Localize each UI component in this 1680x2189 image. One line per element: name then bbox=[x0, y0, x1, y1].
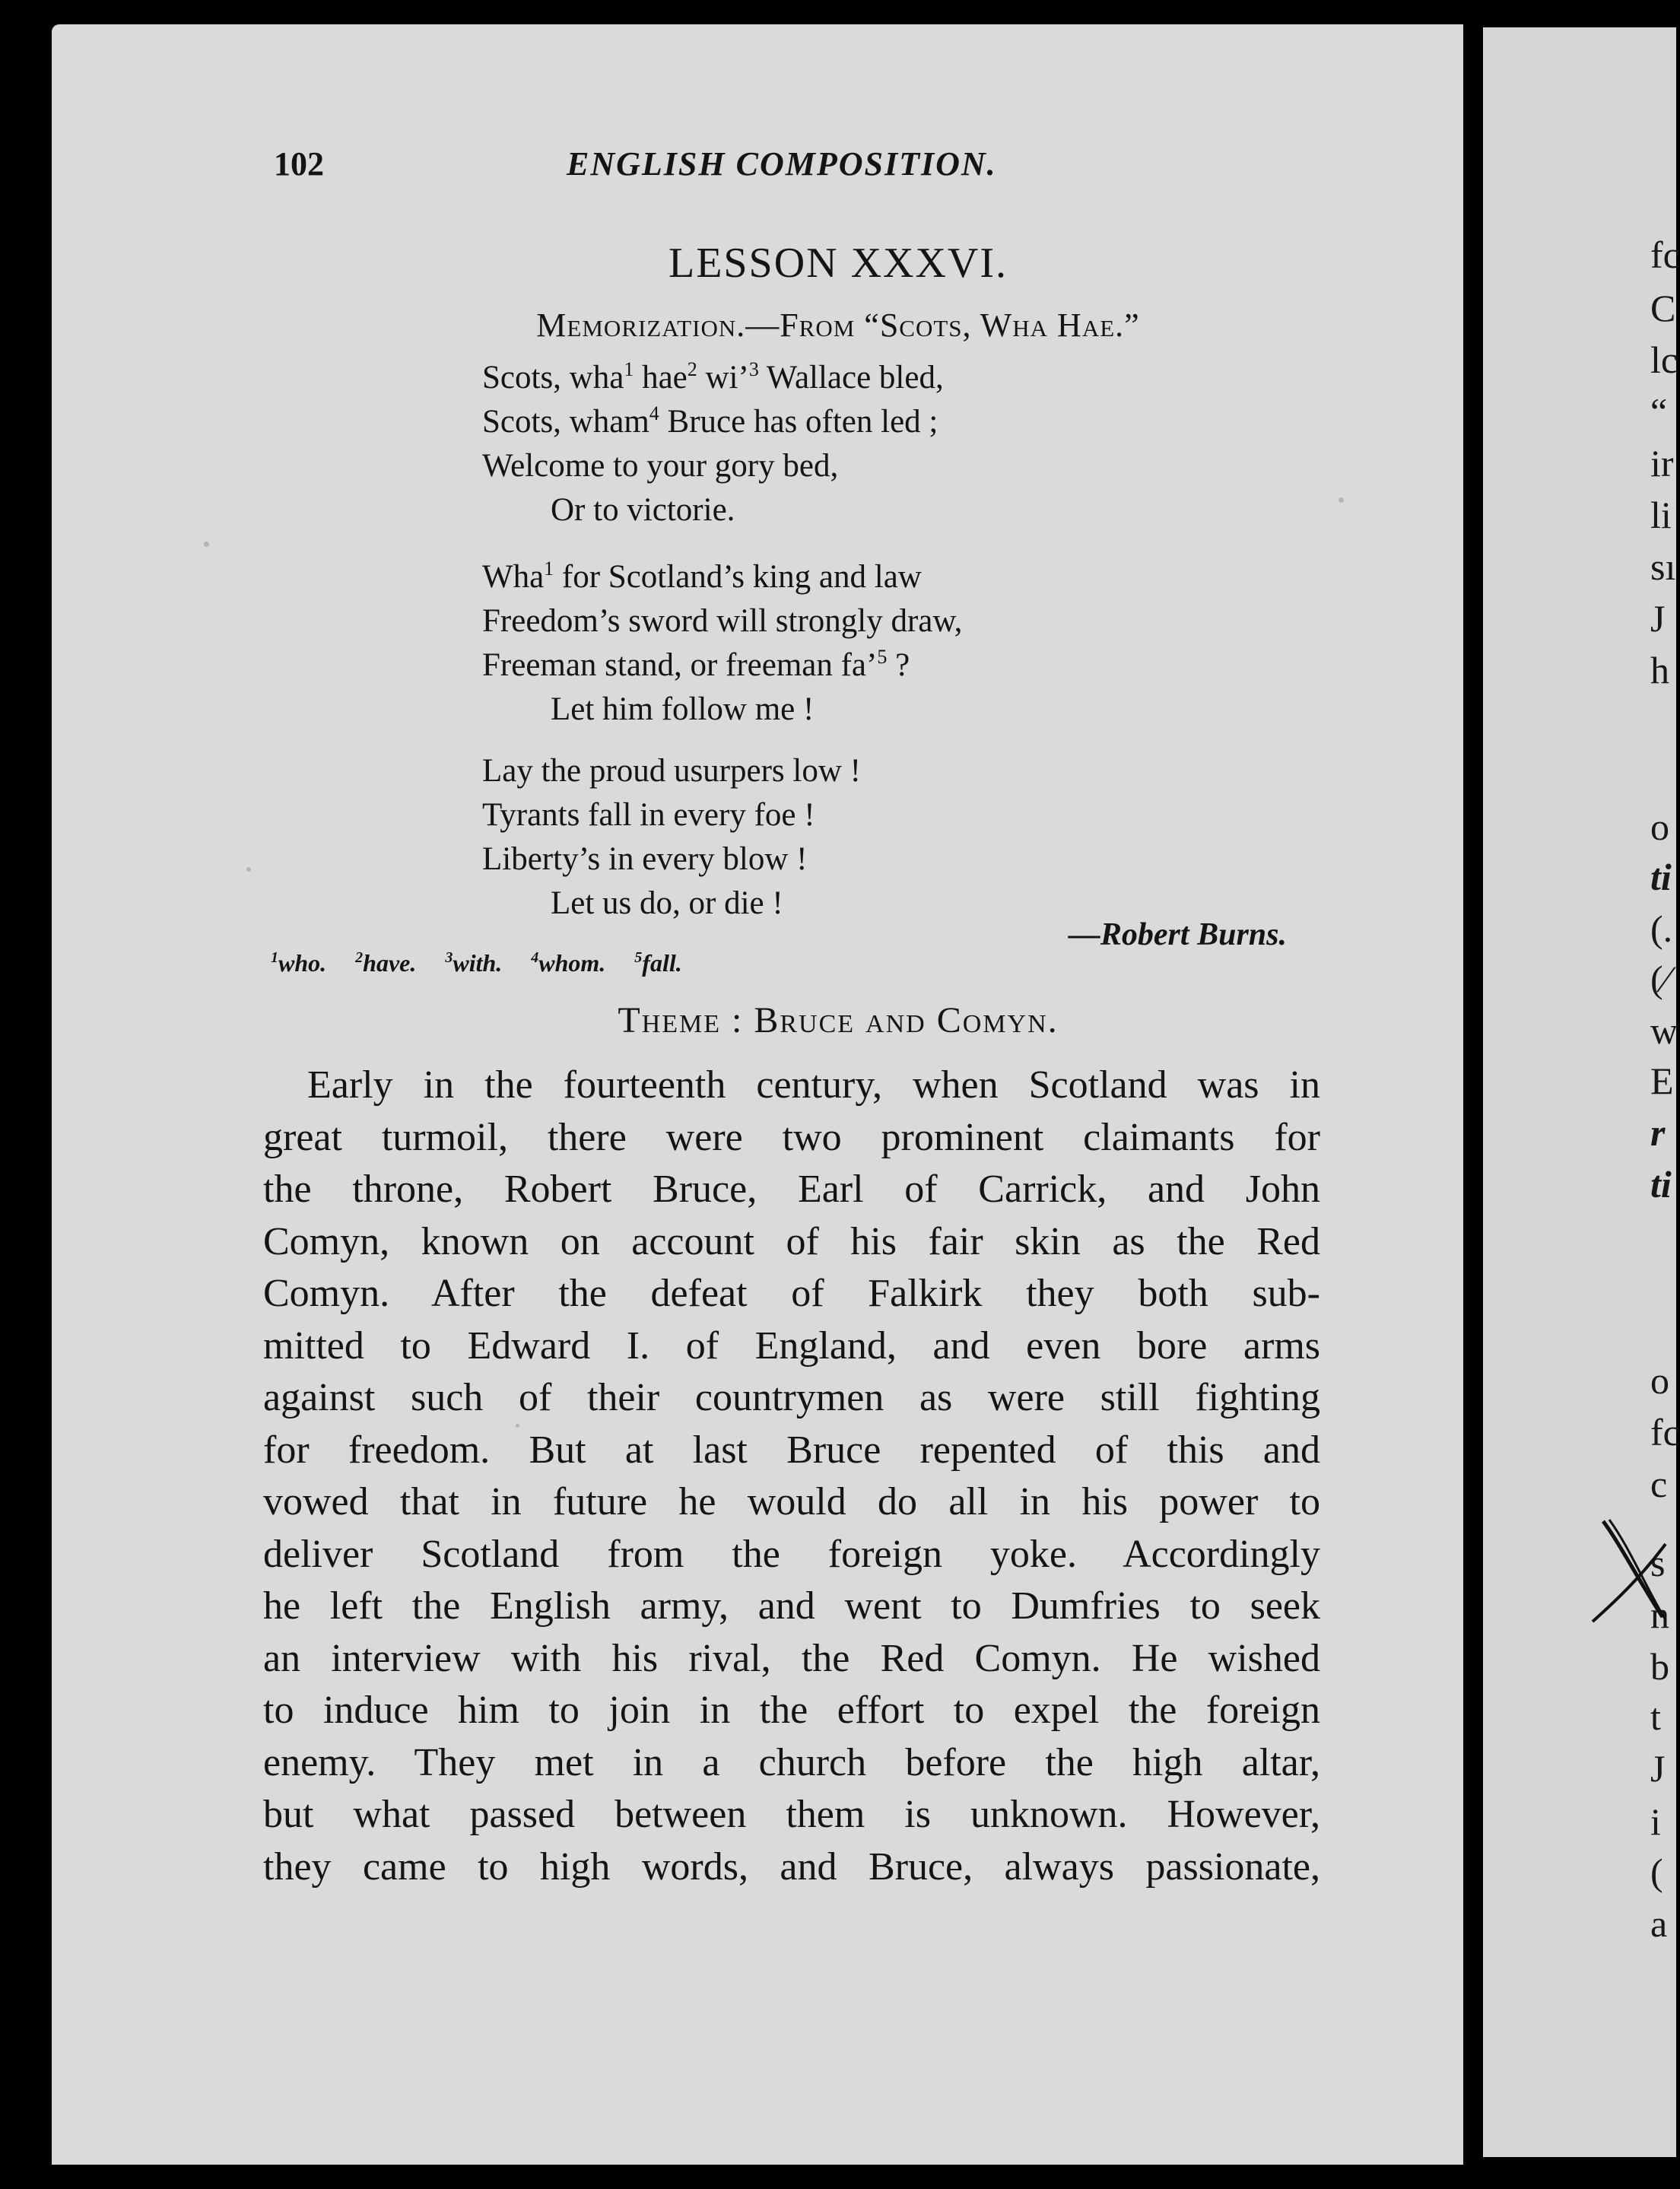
footnote-number: 5 bbox=[634, 949, 643, 966]
body-line: great turmoil, there were two prominent claimants for bbox=[263, 1115, 1320, 1159]
page-header bbox=[274, 145, 1042, 190]
facing-page-fragment: ti bbox=[1650, 856, 1672, 898]
poem-text: Let him follow me ! bbox=[551, 691, 815, 727]
body-line: Comyn, known on account of his fair skin as the Red bbox=[263, 1219, 1320, 1263]
body-line: against such of their countrymen as were still fighting bbox=[263, 1376, 1320, 1419]
poem-text: Liberty’s in every blow ! bbox=[482, 841, 808, 877]
footnote-marker: 1 bbox=[544, 558, 554, 580]
facing-page-fragment: J bbox=[1650, 597, 1666, 640]
body-line: Comyn. After the defeat of Falkirk they both sub- bbox=[263, 1272, 1320, 1315]
poem-stanza bbox=[482, 749, 861, 926]
poem-text: Freedom’s sword will strongly draw, bbox=[482, 603, 963, 639]
body-line: he left the English army, and went to Dumfries to seek bbox=[263, 1584, 1320, 1628]
poem-stanza bbox=[482, 555, 962, 732]
body-line: deliver Scotland from the foreign yoke. Accordingly bbox=[263, 1532, 1320, 1576]
poem-text: Welcome to your gory bed, bbox=[482, 448, 839, 484]
poem-text: Lay the proud usurpers low ! bbox=[482, 753, 861, 789]
footnote-text: have. bbox=[363, 949, 417, 977]
facing-page-fragment: r bbox=[1650, 1111, 1666, 1154]
footnote-text: fall. bbox=[642, 949, 682, 977]
footnote-marker: 4 bbox=[649, 402, 659, 424]
poem-line bbox=[482, 837, 861, 882]
body-line: an interview with his rival, the Red Comyn. He wished bbox=[263, 1636, 1320, 1680]
facing-page-fragment: ( bbox=[1650, 1851, 1663, 1893]
theme-heading: Theme : Bruce and Comyn. bbox=[618, 1000, 1059, 1040]
facing-page-fragment: t bbox=[1650, 1695, 1661, 1738]
poem-line bbox=[482, 356, 944, 400]
body-line: but what passed between them is unknown. However, bbox=[263, 1793, 1320, 1836]
footnotes bbox=[271, 949, 711, 977]
footnote-marker: 5 bbox=[877, 646, 888, 668]
facing-page-fragment: J bbox=[1650, 1747, 1666, 1790]
footnote bbox=[355, 949, 416, 977]
facing-page-fragment: li bbox=[1650, 494, 1672, 536]
facing-page-fragment: C bbox=[1650, 287, 1676, 329]
body-line: the throne, Robert Bruce, Earl of Carrick, and John bbox=[263, 1168, 1320, 1211]
facing-page-fragment: i bbox=[1650, 1800, 1661, 1843]
facing-page-edge bbox=[1483, 27, 1680, 2157]
poem-text: wi’ bbox=[697, 360, 749, 396]
poem-text: hae bbox=[634, 360, 688, 396]
footnote-number: 3 bbox=[445, 949, 453, 966]
footnote bbox=[531, 949, 605, 977]
poem-line bbox=[482, 793, 861, 837]
footnote-text: with. bbox=[453, 949, 503, 977]
footnote bbox=[271, 949, 326, 977]
poem-line bbox=[482, 488, 944, 532]
footnote-text: whom. bbox=[538, 949, 606, 977]
facing-page-fragment: h bbox=[1650, 649, 1669, 691]
facing-page-fragment: b bbox=[1650, 1645, 1669, 1688]
footnote bbox=[634, 949, 681, 977]
poem-text: Wallace bled, bbox=[758, 360, 944, 396]
body-line: for freedom. But at last Bruce repented of this and bbox=[263, 1428, 1320, 1472]
footnote-marker: 3 bbox=[748, 358, 759, 380]
poem-line bbox=[482, 444, 944, 488]
footnote-marker: 2 bbox=[687, 358, 697, 380]
facing-page-fragment: E bbox=[1650, 1060, 1674, 1102]
facing-page-fragment: lc bbox=[1650, 338, 1678, 381]
speck bbox=[246, 867, 251, 872]
poem-text: Or to victorie. bbox=[551, 492, 735, 528]
facing-page-fragment: o bbox=[1650, 1359, 1669, 1402]
body-line: vowed that in future he would do all in his power to bbox=[263, 1480, 1320, 1523]
speck bbox=[1339, 497, 1344, 503]
poem-text: Bruce has often led ; bbox=[659, 404, 938, 440]
facing-page-fragment: ir bbox=[1650, 442, 1674, 485]
poem-text: for Scotland’s king and law bbox=[554, 559, 922, 595]
poem-line bbox=[482, 555, 962, 599]
pen-mark-x bbox=[1589, 1514, 1673, 1628]
body-line: to induce him to join in the effort to expel the foreign bbox=[263, 1689, 1320, 1732]
memorization-heading: Memorization.—From “Scots, Wha Hae.” bbox=[536, 307, 1140, 344]
footnote-number: 1 bbox=[271, 949, 278, 966]
poem-text: Let us do, or die ! bbox=[551, 885, 783, 921]
body-line: Early in the fourteenth century, when Scotland was in bbox=[307, 1063, 1320, 1107]
footnote-number: 2 bbox=[355, 949, 364, 966]
page-number: 102 bbox=[274, 145, 324, 183]
poem-text: Scots, wha bbox=[482, 360, 624, 396]
facing-page-fragment: (. bbox=[1650, 907, 1673, 950]
speck bbox=[204, 542, 209, 547]
poem-text: Scots, wham bbox=[482, 404, 649, 440]
facing-page-fragment: c bbox=[1650, 1463, 1668, 1505]
running-title: ENGLISH COMPOSITION. bbox=[567, 145, 997, 183]
poem-line bbox=[482, 599, 962, 643]
poem-line bbox=[482, 749, 861, 793]
poem-line bbox=[482, 400, 944, 444]
footnote-text: who. bbox=[278, 949, 327, 977]
poem-line bbox=[482, 882, 861, 926]
facing-page-fragment: fc bbox=[1650, 234, 1680, 276]
facing-page-fragment: o bbox=[1650, 805, 1669, 848]
poem-text: Tyrants fall in every foe ! bbox=[482, 797, 815, 833]
poem-line bbox=[482, 643, 962, 688]
footnote bbox=[445, 949, 502, 977]
facing-page-fragment: (⁄ bbox=[1650, 958, 1669, 1000]
facing-page-fragment: n bbox=[1650, 1593, 1669, 1636]
facing-page-fragment: a bbox=[1650, 1902, 1668, 1945]
poem-text: Wha bbox=[482, 559, 545, 595]
poem-attribution: —Robert Burns. bbox=[1068, 917, 1287, 952]
footnote-number: 4 bbox=[531, 949, 539, 966]
facing-page-fragment: w bbox=[1650, 1009, 1678, 1052]
facing-page-fragment: sı bbox=[1650, 545, 1676, 588]
body-line: mitted to Edward I. of England, and even bore arms bbox=[263, 1323, 1320, 1368]
footnote-marker: 1 bbox=[624, 358, 634, 380]
facing-page-fragment: ti bbox=[1650, 1163, 1672, 1206]
facing-page-fragment: “ bbox=[1650, 390, 1668, 433]
poem-stanza bbox=[482, 356, 944, 532]
poem-line bbox=[482, 688, 962, 732]
poem-text: ? bbox=[887, 647, 910, 683]
facing-page-fragment: fc bbox=[1650, 1411, 1680, 1454]
body-line: they came to high words, and Bruce, always passionate, bbox=[263, 1844, 1320, 1889]
facing-page-fragment: s bbox=[1650, 1542, 1666, 1584]
lesson-title: LESSON XXXVI. bbox=[669, 240, 1008, 287]
poem-text: Freeman stand, or freeman fa’ bbox=[482, 647, 878, 683]
body-text bbox=[263, 1060, 1320, 1893]
body-line: enemy. They met in a church before the high altar, bbox=[263, 1740, 1320, 1784]
